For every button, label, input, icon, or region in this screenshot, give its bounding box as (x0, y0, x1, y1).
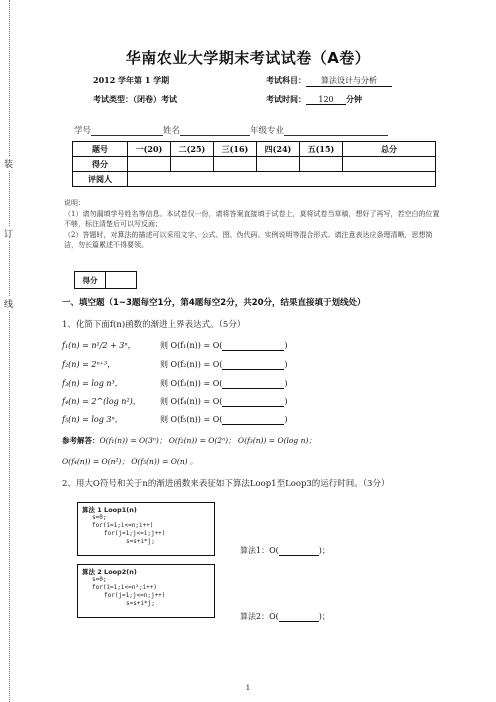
binding-line (9, 0, 11, 702)
formula-lhs: f₁(n) = n²/2 + 3ⁿ， (62, 341, 136, 350)
student-info-row (74, 124, 388, 136)
score-header-cell: 三(16) (214, 142, 257, 157)
reference-answer-line-2: O(f₄(n)) = O(n²)； O(f₅(n)) = O(n) 。 (62, 457, 198, 466)
formula-lhs: f₄(n) = 2^(log n²)， (62, 397, 141, 406)
formula-answer (160, 340, 288, 351)
formula-rhs: 则 O(f₃(n)) = O( (160, 379, 223, 388)
answer-blank[interactable] (222, 379, 284, 389)
score-header-cell: 题号 (73, 142, 128, 157)
formula-close: ) (284, 397, 288, 406)
reference-answer-label: 参考解答： (62, 436, 100, 445)
student-no-field[interactable] (91, 135, 163, 136)
question-1-text: 1、化简下面f(n)函数的渐进上界表达式。（5分） (62, 320, 246, 330)
algorithm-1-answer (240, 545, 330, 556)
reviewer-cell[interactable] (128, 172, 436, 187)
score-header-cell: 五(15) (300, 142, 343, 157)
formula-rhs: 则 O(f₂(n)) = O( (160, 360, 223, 369)
score-cell[interactable] (171, 157, 214, 172)
score-header-cell: 总分 (343, 142, 436, 157)
answer-blank[interactable] (279, 612, 319, 622)
score-cell[interactable] (214, 157, 257, 172)
formula-close: ) (284, 341, 288, 350)
algorithm-2-box (77, 564, 215, 618)
answer-blank[interactable] (279, 546, 319, 556)
time-unit: 分钟 (346, 94, 362, 104)
algorithm-1-answer-label: 算法1：O( (240, 546, 279, 555)
subject-label: 考试科目： (266, 75, 306, 85)
formula-lhs: f₂(n) = 2ⁿ⁺³， (62, 360, 116, 369)
code-line: for(j=1;j<=n;j++) (104, 592, 166, 599)
formula-lhs: f₃(n) = log n³， (62, 379, 123, 388)
formula-rhs: 则 O(f₁(n)) = O( (160, 341, 223, 350)
binding-char-ding: 订 (4, 226, 13, 241)
code-line: s=s+i*j; (126, 600, 155, 607)
score-table-header-row (73, 142, 436, 157)
major-label: 年级专业 (250, 126, 285, 136)
algorithm-2-answer (240, 611, 330, 622)
algorithm-1-answer-close: )； (318, 546, 330, 555)
algorithm-2-answer-label: 算法2：O( (240, 612, 279, 621)
exam-term: 2012 学年第 1 学期 (93, 75, 170, 85)
formula-answer (160, 359, 288, 370)
answer-blank[interactable] (222, 360, 284, 370)
algorithm-1-header: 算法 1 Loop1(n) (82, 506, 137, 514)
name-field[interactable] (180, 135, 250, 136)
code-line: s=0; (92, 576, 107, 583)
score-header-cell: 二(25) (171, 142, 214, 157)
score-cell[interactable] (257, 157, 300, 172)
score-table (72, 141, 436, 187)
reviewer-row (73, 172, 436, 187)
reference-answer-text: O(f₁(n)) = O(3ⁿ)； O(f₂(n)) = O(2ⁿ)； O(f₃(n)) = O(log n)； (99, 436, 316, 445)
major-field[interactable] (284, 135, 388, 136)
score-header-cell: 四(24) (257, 142, 300, 157)
algorithm-1-box (77, 502, 215, 556)
answer-blank[interactable] (222, 415, 284, 425)
score-cell[interactable] (300, 157, 343, 172)
algorithm-2-header: 算法 2 Loop2(n) (82, 568, 137, 576)
code-line: s=s+i*j; (126, 538, 155, 545)
answer-blank[interactable] (222, 341, 284, 351)
exam-title: 华南农业大学期末考试试卷（A卷） (125, 49, 371, 67)
formula-close: ) (284, 360, 288, 369)
exam-time (266, 94, 362, 105)
instructions-label: 说明： (64, 199, 85, 207)
code-line: s=0; (92, 514, 107, 521)
formula-rhs: 则 O(f₄(n)) = O( (160, 397, 223, 406)
formula-rhs: 则 O(f₅(n)) = O( (160, 415, 223, 424)
exam-subject (266, 75, 392, 87)
score-cell[interactable] (343, 157, 436, 172)
formula-close: ) (284, 379, 288, 388)
score-row (73, 157, 436, 172)
instructions (64, 198, 444, 251)
student-no-label: 学号 (74, 126, 92, 136)
exam-type: 考试类型：（闭卷）考试 (93, 94, 177, 104)
name-label: 姓名 (163, 126, 181, 136)
binding-char-xian: 线 (4, 296, 13, 311)
instruction-item: （1）请勿漏填学号姓名等信息。本试卷仅一份，请将答案直接填于试卷上，莫将试卷当草稿，想好了再写，若空白的位置不够，标注清楚后可以写反面； (64, 209, 440, 228)
code-line: for(j=1;j<=i;j++) (104, 530, 166, 537)
formula-answer (160, 396, 288, 407)
time-label: 考试时间： (266, 94, 306, 104)
formula-lhs: f₅(n) = log 3ⁿ， (62, 415, 123, 424)
section-score-cell[interactable] (106, 272, 137, 289)
instruction-item: （2）答题时，对算法的描述可以采用文字、公式、图、伪代码、实例说明等混合形式。请注意表达应条理清晰，思想简洁，勿长篇累述不得要领。 (64, 230, 433, 249)
score-header-cell: 一(20) (128, 142, 171, 157)
algorithm-2-answer-close: )； (318, 612, 330, 621)
formula-answer (160, 378, 288, 389)
score-row-label: 得分 (73, 157, 128, 172)
question-2-text: 2、用大O符号和关于n的渐进函数来表征如下算法Loop1至Loop3的运行时间。（3分） (62, 479, 390, 489)
subject-value: 算法设计与分析 (306, 75, 392, 87)
binding-char-zhuang: 装 (4, 156, 13, 171)
reference-answer-line-1 (62, 435, 316, 446)
code-line: for(i=1;i<=n;i++) (92, 522, 154, 529)
section-score-box (74, 271, 137, 289)
formula-answer (160, 414, 288, 425)
section-score-label: 得分 (75, 272, 106, 289)
section-heading: 一、填空题（1~3题每空1分，第4题每空2分，共20分，结果直接填于划线处） (62, 298, 366, 308)
score-cell[interactable] (128, 157, 171, 172)
page-number: 1 (245, 684, 251, 692)
reviewer-row-label: 评阅人 (73, 172, 128, 187)
time-value: 120 (306, 95, 346, 105)
code-line: for(i=1;i<=n²;i++) (92, 584, 158, 591)
answer-blank[interactable] (222, 397, 284, 407)
formula-close: ) (284, 415, 288, 424)
